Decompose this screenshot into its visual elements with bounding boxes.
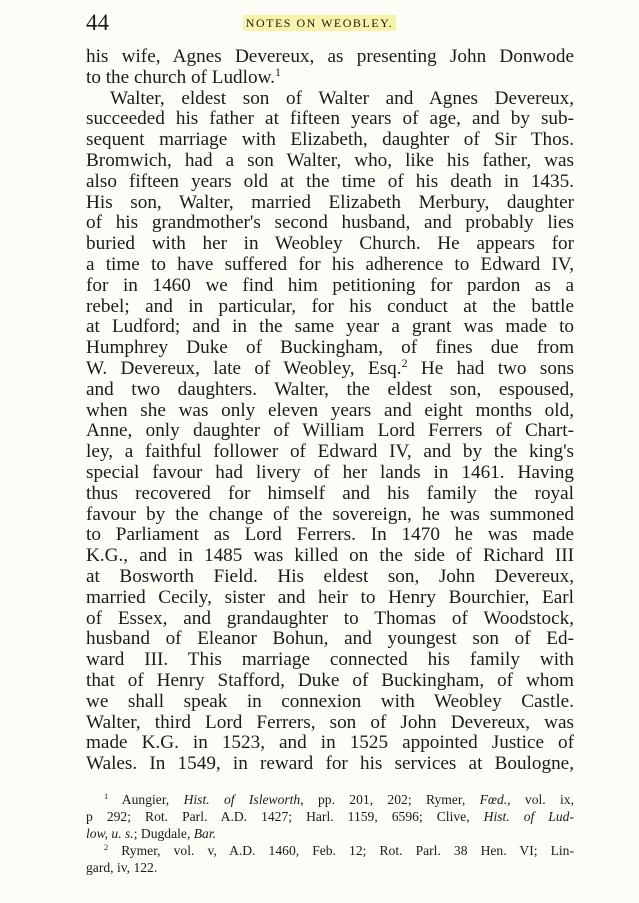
text-line: Anne, only daughter of William Lord Ferrers of Chart- xyxy=(86,420,574,442)
text-line: at Bosworth Field. His eldest son, John Devereux, xyxy=(86,565,574,587)
text-line: ward III. This marriage connected his family with xyxy=(86,649,574,671)
text-line: ley, a faithful follower of Edward IV, and by the king's xyxy=(86,441,574,463)
page-number: 44 xyxy=(86,10,109,35)
footnote-marker: 2 xyxy=(104,841,109,852)
footnote-ref[interactable]: 2 xyxy=(401,355,408,370)
footnote-1-line: low, u. s.; Dugdale, Bar. xyxy=(86,826,217,841)
text-line: of Essex, and grandaughter to Thomas of Woodstock, xyxy=(86,607,574,629)
text-line: Humphrey Duke of Buckingham, of fines due from xyxy=(86,337,574,359)
text-line: Wales. In 1549, in reward for his services at Boulogne, xyxy=(86,753,574,775)
text-line: to the church of Ludlow.$^1$ xyxy=(86,64,281,88)
text-line: Walter, eldest son of Walter and Agnes Devereux, xyxy=(110,87,574,109)
text-line: we shall speak in connexion with Weobley Castle. xyxy=(86,690,574,712)
text-line: thus recovered for himself and his family the royal xyxy=(86,482,574,504)
page-header xyxy=(0,0,639,40)
footnote-2-line: gard, iv, 122. xyxy=(86,860,158,875)
text-line: his wife, Agnes Devereux, as presenting John Donwode xyxy=(86,46,574,67)
footnote-ref[interactable]: 1 xyxy=(274,64,281,79)
running-title-text: NOTES ON WEOBLEY. xyxy=(243,15,396,31)
text-line: sequent marriage with Elizabeth, daughter of Sir Thos. xyxy=(86,129,574,151)
text-line: to Parliament as Lord Ferrers. In 1470 he was made xyxy=(86,524,574,546)
text-line: married Cecily, sister and heir to Henry Bourchier, Earl xyxy=(86,586,574,608)
text-line: Walter, third Lord Ferrers, son of John Devereux, was xyxy=(86,711,574,733)
footnote-1-line: p 292; Rot. Parl. A.D. 1427; Harl. 1159, 6596; Clive, Hist. of Lud- xyxy=(86,809,574,824)
running-title xyxy=(0,16,639,31)
text-line: and two daughters. Walter, the eldest son, espoused, xyxy=(86,378,574,400)
text-line: at Ludford; and in the same year a grant was made to xyxy=(86,316,574,338)
text-line: also fifteen years old at the time of his death in 1435. xyxy=(86,170,574,192)
footnote-2: $^2$ Rymer, vol. v, A.D. 1460, Feb. 12; Rot. Parl. 38 Hen. VI; Lin- xyxy=(104,841,574,858)
text-line: special favour had livery of her lands in 1461. Having xyxy=(86,461,574,483)
text-line: that of Henry Stafford, Duke of Buckingham, of whom xyxy=(86,669,574,691)
text-line: a time to have suffered for his adherence to Edward IV, xyxy=(86,253,574,275)
footnote-marker: 1 xyxy=(104,790,109,801)
text-line: when she was only eleven years and eight months old, xyxy=(86,399,574,421)
body-text xyxy=(86,47,574,775)
text-line: for in 1460 we find him petitioning for pardon as a xyxy=(86,274,574,296)
text-line: His son, Walter, married Elizabeth Merbury, daughter xyxy=(86,191,574,213)
text-line: of his grandmother's second husband, and probably lies xyxy=(86,212,574,234)
text-line: buried with her in Weobley Church. He appears for xyxy=(86,233,574,255)
footnotes xyxy=(86,791,574,876)
text-line: rebel; and in particular, for his conduct at the battle xyxy=(86,295,574,317)
text-line: succeeded his father at fifteen years of age, and by sub- xyxy=(86,108,574,130)
text-line: made K.G. in 1523, and in 1525 appointed Justice of xyxy=(86,732,574,754)
text-line: favour by the change of the sovereign, he was summoned xyxy=(86,503,574,525)
text-line: W. Devereux, late of Weobley, Esq.$^2$ He had two sons xyxy=(86,355,574,379)
text-line: Bromwich, had a son Walter, who, like his father, was xyxy=(86,149,574,171)
text-line: K.G., and in 1485 was killed on the side of Richard III xyxy=(86,545,574,567)
text-line: husband of Eleanor Bohun, and youngest son of Ed- xyxy=(86,628,574,650)
footnote-1: $^1$ Aungier, Hist. of Isleworth, pp. 201, 202; Rymer, Fœd., vol. ix, xyxy=(104,790,574,807)
